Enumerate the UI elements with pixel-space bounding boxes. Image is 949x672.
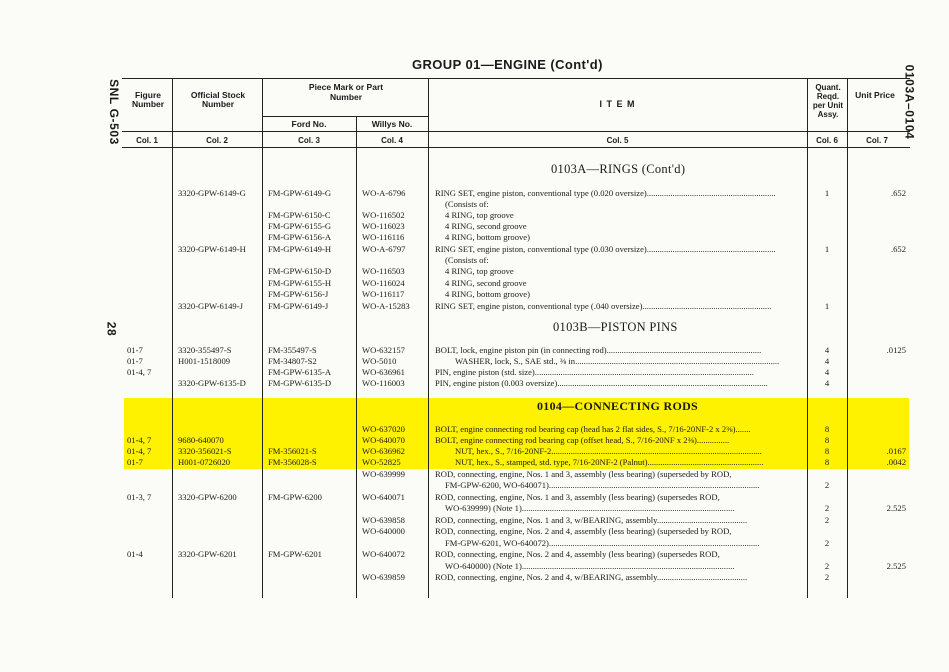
table-row: [0, 492, 949, 503]
table-row: [0, 424, 949, 435]
col-label-6: Col. 6: [816, 136, 838, 145]
stock-number: 3320-GPW-6135-D: [178, 378, 246, 388]
ford-number: FM-GPW-6149-G: [268, 188, 332, 198]
stock-number: 9680-640070: [178, 435, 224, 445]
quantity: 4: [824, 345, 830, 355]
col-label-7: Col. 7: [866, 136, 888, 145]
ford-number: FM-356021-S: [268, 446, 317, 456]
col-label-1: Col. 1: [136, 136, 158, 145]
page-title: GROUP 01—ENGINE (Cont'd): [412, 57, 603, 72]
col-label-4: Col. 4: [381, 136, 403, 145]
ford-number: FM-GPW-6135-D: [268, 378, 332, 388]
figure-number: 01-7: [127, 345, 143, 355]
figure-number: 01-7: [127, 457, 143, 467]
willys-number: WO-A-15283: [362, 301, 410, 311]
header-bottom-rule: [122, 131, 910, 132]
quantity: 8: [824, 446, 830, 456]
ford-number: FM-355497-S: [268, 345, 317, 355]
quantity: 4: [824, 378, 830, 388]
stock-number: H001-1518009: [178, 356, 231, 366]
table-row: [0, 515, 949, 526]
item-description: ROD, connecting, engine, Nos. 2 and 4, w/BEARING, assembly..........................................: [435, 572, 748, 582]
ford-number: FM-GPW-6135-A: [268, 367, 332, 377]
willys-number: WO-116503: [362, 266, 405, 276]
colnum-rule: [122, 147, 910, 148]
unit-price: 2.525: [886, 503, 906, 513]
item-description: 4 RING, top groove: [445, 210, 514, 220]
willys-number: WO-116003: [362, 378, 405, 388]
quantity: 4: [824, 367, 830, 377]
item-description: FM-GPW-6201, WO-640072)..................................................................................................: [445, 538, 760, 548]
ford-number: FM-GPW-6201: [268, 549, 322, 559]
willys-number: WO-636962: [362, 446, 405, 456]
item-description: RING SET, engine piston, conventional type (.040 oversize)............................................................: [435, 301, 772, 311]
stock-number: 3320-GPW-6200: [178, 492, 237, 502]
willys-number: WO-116023: [362, 221, 405, 231]
side-label-left: SNL G-503: [106, 79, 121, 145]
unit-price: 2.525: [886, 561, 906, 571]
table-row: [0, 345, 949, 356]
item-description: ROD, connecting, engine, Nos. 2 and 4, assembly (less bearing) (superseded by ROD,: [435, 526, 732, 536]
willys-number: WO-632157: [362, 345, 405, 355]
table-row: [0, 244, 949, 255]
item-description: PIN, engine piston (std. size)......................................................................................................: [435, 367, 754, 377]
header-unit-price: Unit Price: [855, 90, 895, 100]
stock-number: 3320-355497-S: [178, 345, 232, 355]
table-row: [0, 255, 949, 266]
unit-price: .652: [890, 244, 906, 254]
willys-number: WO-636961: [362, 367, 405, 377]
item-description: 4 RING, bottom groove): [445, 289, 530, 299]
figure-number: 01-4, 7: [127, 367, 152, 377]
table-row: [0, 232, 949, 243]
quantity: 1: [824, 301, 830, 311]
item-description: WASHER, lock, S., SAE std., ⅜ in...............................................................................................: [455, 356, 780, 366]
willys-number: WO-5010: [362, 356, 397, 366]
page-number: 28: [104, 321, 119, 337]
willys-number: WO-116116: [362, 232, 405, 242]
table-row: [0, 572, 949, 583]
ford-number: FM-GPW-6155-G: [268, 221, 332, 231]
table-row: [0, 435, 949, 446]
willys-number: WO-640070: [362, 435, 405, 445]
ford-number: FM-GPW-6156-A: [268, 232, 332, 242]
table-row: [0, 278, 949, 289]
section-piston-pins: 0103B—PISTON PINS: [553, 320, 678, 334]
stock-number: 3320-GPW-6201: [178, 549, 237, 559]
quantity: 4: [824, 356, 830, 366]
figure-number: 01-4, 7: [127, 435, 152, 445]
item-description: (Consists of:: [445, 199, 489, 209]
quantity: 1: [824, 244, 830, 254]
table-row: [0, 199, 949, 210]
unit-price: .0125: [886, 345, 906, 355]
unit-price: .0042: [886, 457, 906, 467]
table-row: [0, 561, 949, 572]
stock-number: 3320-GPW-6149-G: [178, 188, 246, 198]
header-item: I T E M: [599, 99, 636, 109]
willys-number: WO-639858: [362, 515, 405, 525]
item-description: BOLT, engine connecting rod bearing cap (head has 2 flat sides, S., 7/16-20NF-2 x 2⅜).......: [435, 424, 751, 434]
ford-number: FM-GPW-6155-H: [268, 278, 332, 288]
header-top-rule: [122, 78, 910, 79]
table-row: [0, 446, 949, 457]
item-description: NUT, hex., S., 7/16-20NF-2..................................................................................................: [455, 446, 762, 456]
ford-number: FM-GPW-6156-J: [268, 289, 329, 299]
ford-number: FM-GPW-6149-J: [268, 301, 329, 311]
quantity: 2: [824, 561, 830, 571]
table-row: [0, 289, 949, 300]
figure-number: 01-4: [127, 549, 143, 559]
item-description: WO-639999) (Note 1)...................................................................................................: [445, 503, 735, 513]
table-row: [0, 538, 949, 549]
item-description: 4 RING, second groove: [445, 221, 527, 231]
table-row: [0, 469, 949, 480]
stock-number: 3320-GPW-6149-J: [178, 301, 243, 311]
item-description: NUT, hex., S., stamped, std. type, 7/16-20NF-2 (Palnut)......................................................: [455, 457, 764, 467]
header-willys-no: Willys No.: [371, 119, 413, 129]
item-description: RING SET, engine piston, conventional type (0.020 oversize)............................................................: [435, 188, 776, 198]
table-row: [0, 301, 949, 312]
quantity: 2: [824, 515, 830, 525]
item-description: ROD, connecting, engine, Nos. 1 and 3, assembly (less bearing) (supersedes ROD,: [435, 492, 720, 502]
willys-number: WO-52825: [362, 457, 401, 467]
item-description: (Consists of:: [445, 255, 489, 265]
willys-number: WO-637020: [362, 424, 405, 434]
col-label-2: Col. 2: [206, 136, 228, 145]
piece-mark-rule: [262, 116, 428, 117]
quantity: 2: [824, 572, 830, 582]
item-description: ROD, connecting, engine, Nos. 1 and 3, w/BEARING, assembly..........................................: [435, 515, 748, 525]
ford-number: FM-356028-S: [268, 457, 317, 467]
quantity: 8: [824, 457, 830, 467]
table-row: [0, 457, 949, 468]
table-row: [0, 188, 949, 199]
table-row: [0, 549, 949, 560]
quantity: 8: [824, 435, 830, 445]
ford-number: FM-GPW-6150-C: [268, 210, 331, 220]
item-description: 4 RING, second groove: [445, 278, 527, 288]
ford-number: FM-34807-S2: [268, 356, 317, 366]
table-row: [0, 266, 949, 277]
ford-number: FM-GPW-6149-H: [268, 244, 332, 254]
willys-number: WO-639999: [362, 469, 405, 479]
table-row: [0, 367, 949, 378]
item-description: FM-GPW-6200, WO-640071)..................................................................................................: [445, 480, 760, 490]
table-row: [0, 378, 949, 389]
item-description: RING SET, engine piston, conventional type (0.030 oversize)............................................................: [435, 244, 776, 254]
table-row: [0, 480, 949, 491]
side-label-right: 0103A–0104: [902, 64, 917, 140]
figure-number: 01-7: [127, 356, 143, 366]
col-label-5: Col. 5: [606, 136, 629, 145]
col-label-3: Col. 3: [298, 136, 320, 145]
item-description: WO-640000) (Note 1)...................................................................................................: [445, 561, 735, 571]
quantity: 2: [824, 480, 830, 490]
header-piece-mark: Piece Mark or Part Number: [308, 82, 384, 102]
unit-price: .0167: [886, 446, 906, 456]
ford-number: FM-GPW-6200: [268, 492, 322, 502]
item-description: ROD, connecting, engine, Nos. 1 and 3, assembly (less bearing) (superseded by ROD,: [435, 469, 732, 479]
willys-number: WO-A-6797: [362, 244, 406, 254]
item-description: 4 RING, bottom groove): [445, 232, 530, 242]
table-row: [0, 221, 949, 232]
willys-number: WO-640000: [362, 526, 405, 536]
quantity: 8: [824, 424, 830, 434]
figure-number: 01-4, 7: [127, 446, 152, 456]
header-ford-no: Ford No.: [291, 119, 327, 129]
item-description: BOLT, lock, engine piston pin (in connecting rod)........................................................................: [435, 345, 762, 355]
table-row: [0, 503, 949, 514]
header-quant: Quant. Reqd. per Unit Assy.: [812, 83, 844, 119]
figure-number: 01-3, 7: [127, 492, 152, 502]
quantity: 1: [824, 188, 830, 198]
stock-number: H001-0726020: [178, 457, 231, 467]
willys-number: WO-116024: [362, 278, 405, 288]
item-description: 4 RING, top groove: [445, 266, 514, 276]
item-description: ROD, connecting, engine, Nos. 2 and 4, assembly (less bearing) (supersedes ROD,: [435, 549, 720, 559]
section-connecting-rods: 0104—CONNECTING RODS: [537, 399, 699, 413]
table-row: [0, 356, 949, 367]
willys-number: WO-116502: [362, 210, 405, 220]
quantity: 2: [824, 503, 830, 513]
stock-number: 3320-356021-S: [178, 446, 232, 456]
unit-price: .652: [890, 188, 906, 198]
willys-number: WO-640071: [362, 492, 405, 502]
table-row: [0, 526, 949, 537]
item-description: BOLT, engine connecting rod bearing cap (offset head, S., 7/16-20NF x 2⅜)...............: [435, 435, 730, 445]
section-rings: 0103A—RINGS (Cont'd): [551, 162, 686, 176]
ford-number: FM-GPW-6150-D: [268, 266, 332, 276]
willys-number: WO-639859: [362, 572, 405, 582]
header-official-stock-number: Official Stock Number: [190, 90, 246, 109]
table-row: [0, 210, 949, 221]
stock-number: 3320-GPW-6149-H: [178, 244, 246, 254]
item-description: PIN, engine piston (0.003 oversize)..................................................................................................: [435, 378, 768, 388]
header-figure-number: Figure Number: [131, 90, 165, 109]
willys-number: WO-A-6796: [362, 188, 406, 198]
willys-number: WO-116117: [362, 289, 405, 299]
quantity: 2: [824, 538, 830, 548]
willys-number: WO-640072: [362, 549, 405, 559]
